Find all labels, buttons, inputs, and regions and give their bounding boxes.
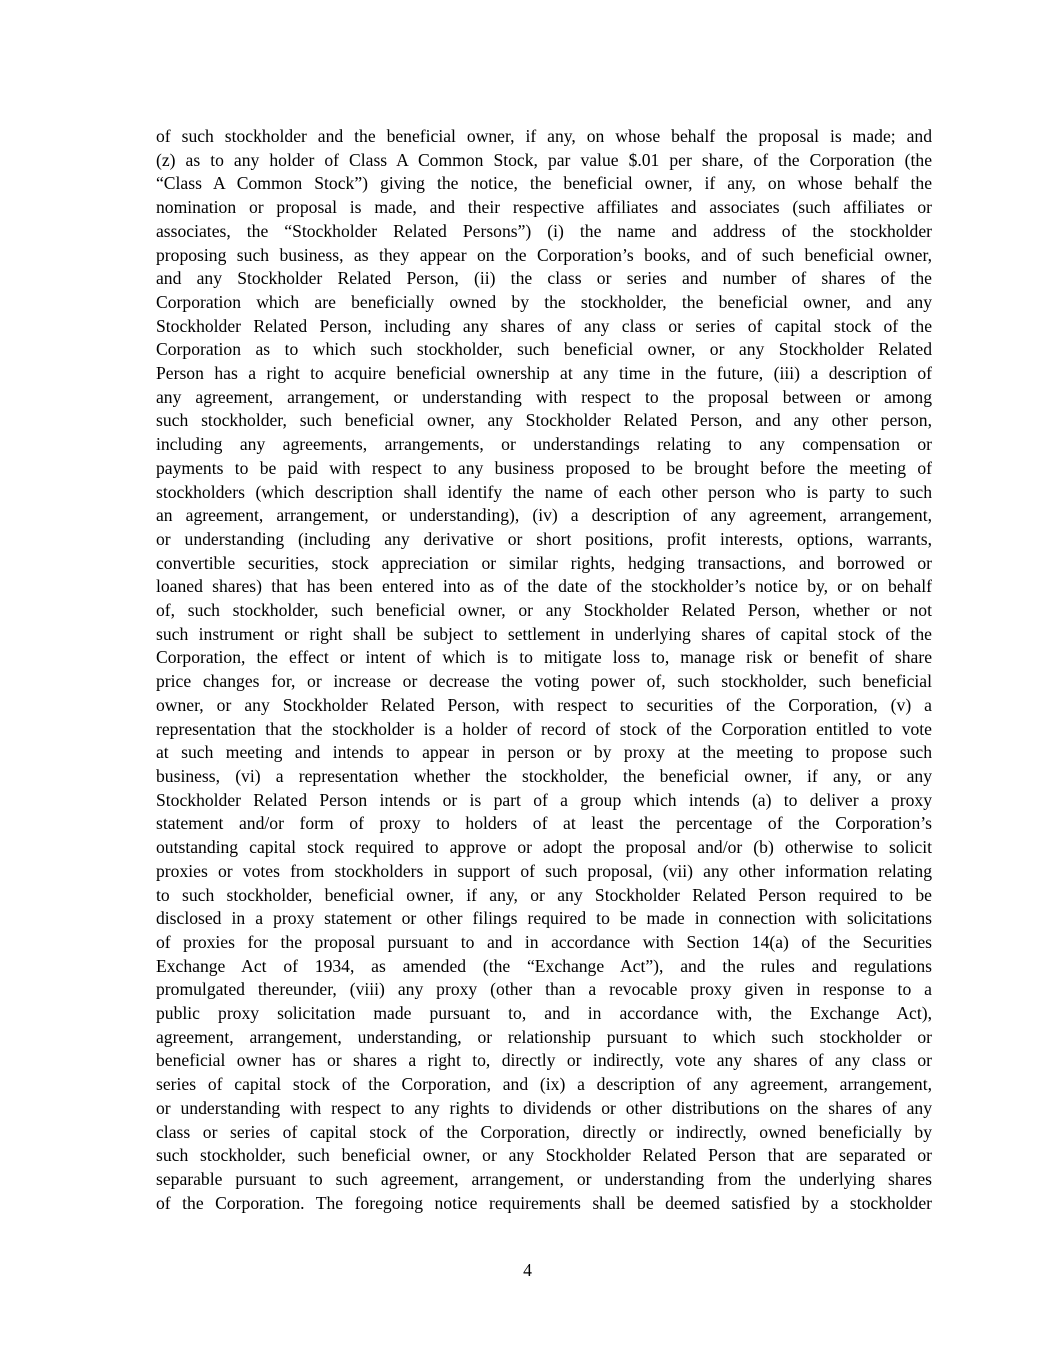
text-line: Corporation which are beneficially owned by the stockholder, the beneficial owner, and any [156, 291, 932, 312]
text-line: or understanding with respect to any rights to dividends or other distributions on the shares of any [156, 1097, 932, 1118]
text-line: to such stockholder, beneficial owner, if any, or any Stockholder Related Person required to be [156, 884, 932, 905]
text-line: of the Corporation. The foregoing notice requirements shall be deemed satisfied by a stockholder [156, 1192, 932, 1213]
text-line: Corporation as to which such stockholder, such beneficial owner, or any Stockholder Related [156, 339, 932, 360]
text-line: such stockholder, such beneficial owner, any Stockholder Related Person, and any other person, [156, 410, 932, 431]
text-line: Exchange Act of 1934, as amended (the “Exchange Act”), and the rules and regulations [156, 955, 932, 976]
text-line: including any agreements, arrangements, or understandings relating to any compensation or [156, 434, 932, 455]
text-line: convertible securities, stock appreciation or similar rights, hedging transactions, and borrowed or [156, 552, 932, 573]
text-line: class or series of capital stock of the Corporation, directly or indirectly, owned beneficially by [156, 1121, 932, 1142]
text-line: separable pursuant to such agreement, arrangement, or understanding from the underlying shares [156, 1168, 932, 1189]
page-number: 4 [523, 1260, 532, 1280]
text-line: owner, or any Stockholder Related Person, with respect to securities of the Corporation, (v) a [156, 694, 932, 715]
text-line: nomination or proposal is made, and their respective affiliates and associates (such affiliates or [156, 197, 932, 218]
text-line: of such stockholder and the beneficial owner, if any, on whose behalf the proposal is made; and [156, 126, 932, 146]
text-line: outstanding capital stock required to approve or adopt the proposal and/or (b) otherwise to solicit [156, 837, 932, 858]
text-line: statement and/or form of proxy to holders of at least the percentage of the Corporation’s [156, 813, 932, 834]
text-line: agreement, arrangement, understanding, or relationship pursuant to which such stockholder or [156, 1026, 932, 1047]
text-line: associates, the “Stockholder Related Persons”) (i) the name and address of the stockholder [156, 220, 932, 241]
text-line: an agreement, arrangement, or understanding), (iv) a description of any agreement, arrangement, [156, 505, 932, 526]
text-line: price changes for, or increase or decrease the voting power of, such stockholder, such beneficial [156, 671, 932, 692]
text-line: representation that the stockholder is a holder of record of stock of the Corporation entitled to vote [156, 718, 932, 739]
text-line: beneficial owner has or shares a right to, directly or indirectly, vote any shares of any class or [156, 1050, 932, 1071]
text-line: Stockholder Related Person, including any shares of any class or series of capital stock of the [156, 315, 932, 336]
text-line: of proxies for the proposal pursuant to and in accordance with Section 14(a) of the Securities [156, 931, 932, 952]
text-line: public proxy solicitation made pursuant to, and in accordance with, the Exchange Act), [156, 1003, 932, 1024]
text-line: Person has a right to acquire beneficial ownership at any time in the future, (iii) a description of [156, 363, 932, 384]
text-line: any agreement, arrangement, or understanding with respect to the proposal between or among [156, 386, 932, 407]
text-line: and any Stockholder Related Person, (ii) the class or series and number of shares of the [156, 268, 932, 289]
text-line: stockholders (which description shall identify the name of each other person who is party to such [156, 481, 932, 502]
text-line: such stockholder, such beneficial owner, or any Stockholder Related Person that are separated or [156, 1145, 932, 1166]
text-line: or understanding (including any derivative or short positions, profit interests, options, warrants, [156, 528, 932, 549]
text-line: payments to be paid with respect to any business proposed to be brought before the meeting of [156, 457, 932, 478]
text-line: promulgated thereunder, (viii) any proxy (other than a revocable proxy given in response to a [156, 979, 932, 1000]
text-line: business, (vi) a representation whether the stockholder, the beneficial owner, if any, or any [156, 765, 932, 786]
text-line: “Class A Common Stock”) giving the notice, the beneficial owner, if any, on whose behalf the [156, 173, 932, 194]
text-line: series of capital stock of the Corporation, and (ix) a description of any agreement, arrangement, [156, 1074, 932, 1095]
text-line: (z) as to any holder of Class A Common Stock, par value $.01 per share, of the Corporation (the [156, 149, 932, 170]
text-line: at such meeting and intends to appear in person or by proxy at the meeting to propose such [156, 742, 932, 763]
body-paragraph [156, 125, 932, 1215]
text-line: disclosed in a proxy statement or other filings required to be made in connection with solicitations [156, 908, 932, 929]
text-line: proxies or votes from stockholders in support of such proposal, (vii) any other information relating [156, 860, 932, 881]
text-line: such instrument or right shall be subject to settlement in underlying shares of capital stock of the [156, 623, 932, 644]
text-line: Corporation, the effect or intent of which is to mitigate loss to, manage risk or benefit of share [156, 647, 932, 668]
text-line: of, such stockholder, such beneficial owner, or any Stockholder Related Person, whether or not [156, 600, 932, 621]
text-line: proposing such business, as they appear on the Corporation’s books, and of such beneficial owner, [156, 244, 932, 265]
text-line: loaned shares) that has been entered into as of the date of the stockholder’s notice by, or on behalf [156, 576, 932, 597]
text-line: Stockholder Related Person intends or is part of a group which intends (a) to deliver a proxy [156, 789, 932, 810]
